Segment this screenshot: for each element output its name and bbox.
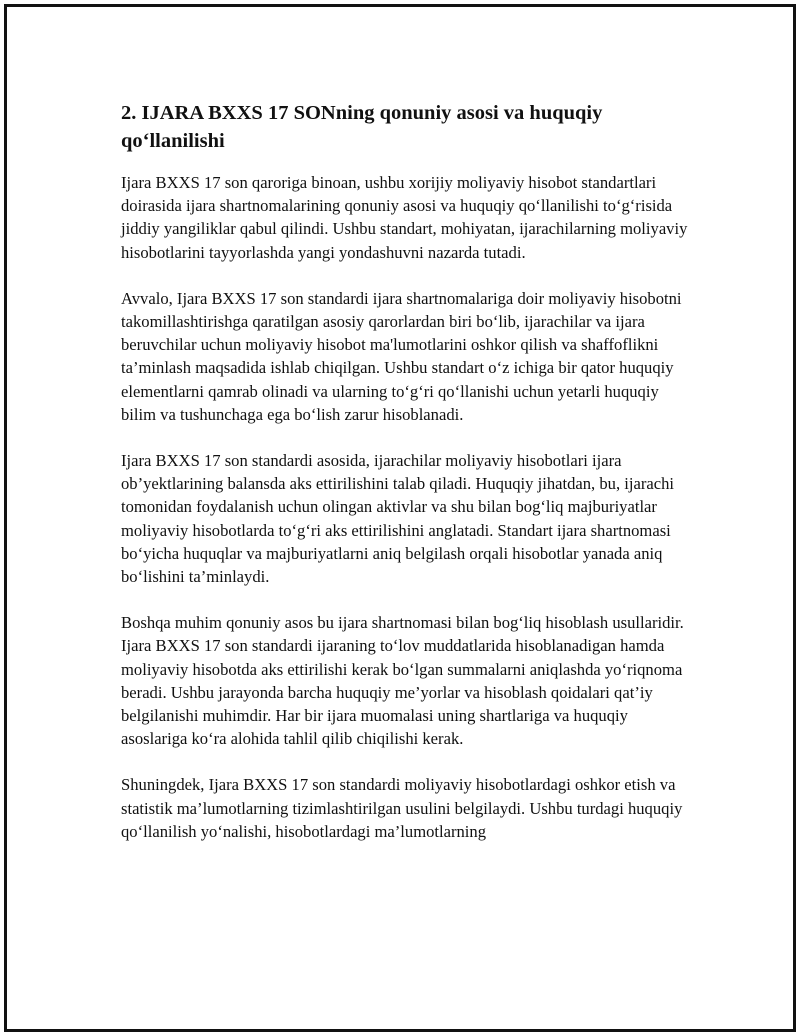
paragraph-4: Boshqa muhim qonuniy asos bu ijara shartnomasi bilan bog‘liq hisoblash usullaridir. Ijara BXXS 17 son standardi ijaraning to‘lov muddatlarida hisoblanadigan hamda moliyaviy hisobotda aks ettirilishi kerak bo‘lgan summalarni aniqlashda yo‘riqnoma beradi. Ushbu jarayonda barcha huquqiy me’yorlar va hisoblash qoidalari qat’iy belgilanishi muhimdir. Har bir ijara muomalasi uning shartlariga va huquqiy asoslariga ko‘ra alohida tahlil qilib chiqilishi kerak. <box>121 613 684 749</box>
paragraph-2: Avvalo, Ijara BXXS 17 son standardi ijara shartnomalariga doir moliyaviy hisobotni takomillashtirishga qaratilgan asosiy qarorlardan biri bo‘lib, ijarachilar va ijara beruvchilar uchun moliyaviy hisobot ma'lumotlarini oshkor qilish va shaffoflikni ta’minlash maqsadida ishlab chiqilgan. Ushbu standart o‘z ichiga bir qator huquqiy elementlarni qamrab olinadi va ularning to‘g‘ri qo‘llanishi uchun yetarli huquqiy bilim va tushunchaga ega bo‘lish zarur hisoblanadi. <box>121 288 682 424</box>
section-heading: 2. IJARA BXXS 17 SONning qonuniy asosi va huquqiy qo‘llanilishi <box>121 102 603 152</box>
document-body <box>121 99 691 866</box>
paragraph-1: Ijara BXXS 17 son qaroriga binoan, ushbu xorijiy moliyaviy hisobot standartlari doirasida ijara shartnomalarining qonuniy asosi va huquqiy qo‘llanilishi to‘g‘risida jiddiy yangiliklar qabul qilindi. Ushbu standart, mohiyatan, ijarachilarning moliyaviy hisobotlarini tayyorlashda yangi yondashuvni nazarda tutadi. <box>121 173 688 262</box>
paragraph-5: Shuningdek, Ijara BXXS 17 son standardi moliyaviy hisobotlardagi oshkor etish va statistik ma’lumotlarning tizimlashtirilgan usulini belgilaydi. Ushbu turdagi huquqiy qo‘llanilish yo‘nalishi, hisobotlardagi ma’lumotlarning <box>121 775 683 841</box>
page-frame <box>4 4 796 1032</box>
paragraph-3: Ijara BXXS 17 son standardi asosida, ijarachilar moliyaviy hisobotlari ijara ob’yektlarining balansda aks ettirilishini talab qiladi. Huquqiy jihatdan, bu, ijarachi tomonidan foydalanish uchun olingan aktivlar va shu bilan bog‘liq majburiyatlar moliyaviy hisobotlarda to‘g‘ri aks ettirilishini anglatadi. Standart ijara shartnomasi bo‘yicha huquqlar va majburiyatlarni aniq belgilash orqali hisobotlar yanada aniq bo‘lishini ta’minlaydi. <box>121 451 674 587</box>
